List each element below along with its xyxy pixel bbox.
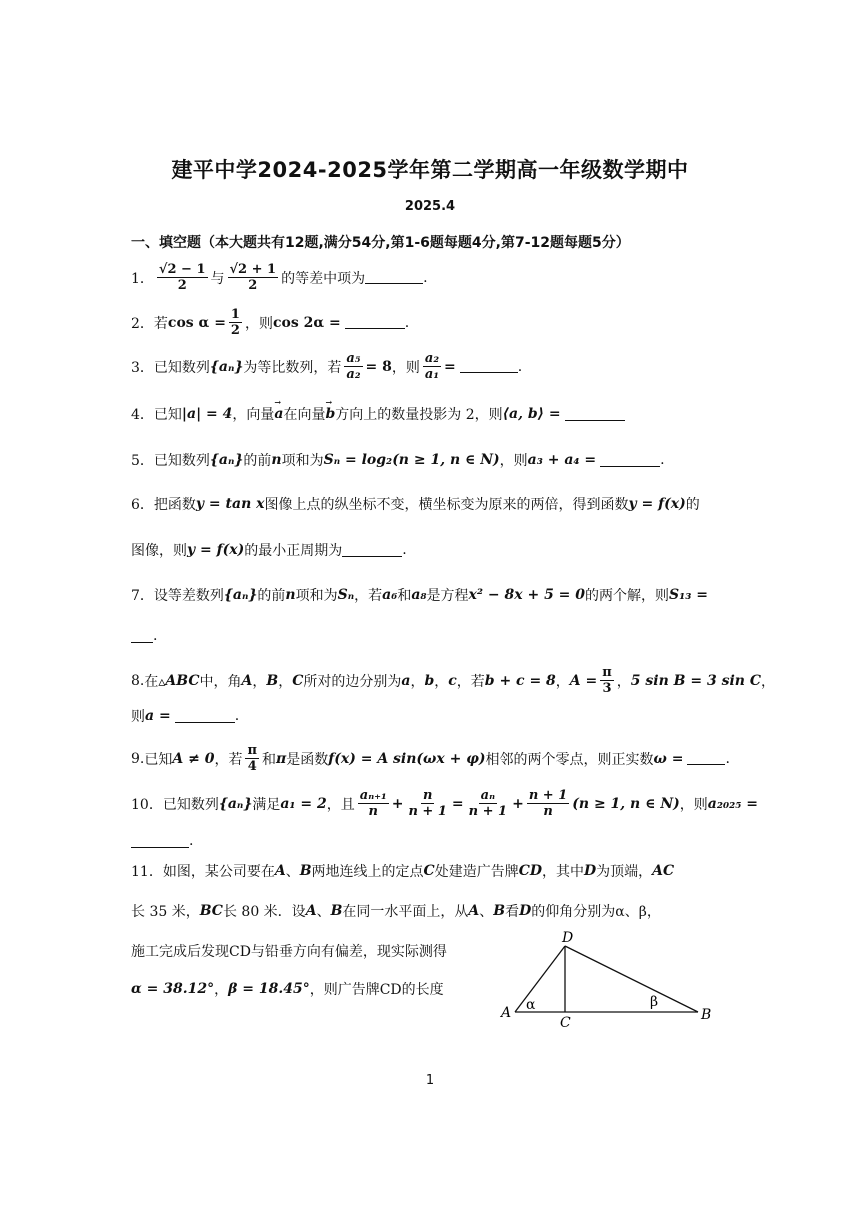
- math-expression: ⟨a, b⟩ =: [502, 406, 561, 422]
- question-3: 3． 已知数列 {aₙ} 为等比数列，若 $\frac{\text{a₅}}{\text{a₂}}$ = 8 ，则 $\frac{\text{a₂}}{\text{a₁}}$ = .: [131, 351, 523, 382]
- question-number: 8.: [131, 672, 145, 689]
- question-text: 看: [505, 904, 520, 920]
- question-number: 6．: [131, 497, 154, 513]
- question-10-continued: .: [131, 833, 193, 849]
- question-text: 、: [285, 864, 300, 880]
- math-expression: B: [493, 903, 506, 919]
- question-6: [131, 494, 700, 514]
- answer-blank[interactable]: [600, 454, 660, 467]
- math-expression: ω =: [653, 750, 684, 767]
- label-b: B: [701, 1007, 712, 1023]
- question-text: 满足: [252, 796, 281, 813]
- question-text: 施工完成后发现CD与铅垂方向有偏差，现实际测得: [131, 944, 447, 960]
- vector-a: → a: [274, 406, 283, 422]
- question-text: ，其中: [542, 864, 584, 880]
- math-expression: x² − 8x + 5 = 0: [468, 587, 586, 603]
- math-expression: A: [241, 672, 253, 689]
- math-expression: S₁₃ =: [669, 587, 709, 603]
- question-text: 已知数列: [153, 359, 210, 376]
- question-text: 方向上的数量投影为 2，则: [335, 407, 503, 423]
- math-expression: (n ≥ 1, n ∈ N): [572, 795, 680, 812]
- math-expression: c: [448, 672, 457, 689]
- question-text: 的前: [257, 588, 286, 604]
- question-2: 2． 若 cos α = $\frac{1}{2}$ ，则 cos 2α = .: [131, 307, 410, 338]
- math-expression: B: [330, 903, 343, 919]
- fraction: $\frac{√2 - 1}{2}$: [158, 262, 206, 293]
- question-text: 项和为: [281, 453, 324, 469]
- math-expression: =: [444, 358, 456, 375]
- answer-blank[interactable]: [687, 752, 725, 765]
- question-text: 的最小正周期为: [244, 543, 343, 559]
- math-expression: = 8: [365, 358, 392, 375]
- question-text: 如图，某公司要在: [162, 864, 275, 880]
- math-expression: β = 18.45°: [228, 981, 310, 997]
- math-expression: AC: [652, 863, 675, 879]
- fraction: $\frac{n + 1}{n}$: [528, 788, 568, 819]
- question-text: ，且: [326, 796, 355, 813]
- label-c: C: [560, 1015, 571, 1030]
- question-text: 与: [210, 270, 225, 287]
- question-text: 项和为: [295, 588, 338, 604]
- math-expression: b: [424, 672, 435, 689]
- question-number: 10．: [131, 796, 163, 813]
- math-expression: π: [275, 750, 287, 767]
- question-text: ，若: [354, 588, 383, 604]
- question-text: 在向量: [283, 407, 326, 423]
- math-expression: y = tan x: [195, 496, 265, 512]
- answer-blank[interactable]: [345, 316, 405, 329]
- triangle-figure: [496, 926, 720, 1030]
- question-text: 是方程: [426, 588, 469, 604]
- question-text: 和: [261, 751, 276, 768]
- question-text: 的两个解，则: [585, 588, 670, 604]
- question-number: 11．: [131, 864, 163, 880]
- math-expression: cos α =: [167, 314, 226, 331]
- math-expression: B: [299, 863, 312, 879]
- math-expression: {aₙ}: [218, 795, 253, 812]
- math-expression: f(x) = A sin(ωx + φ): [328, 750, 486, 767]
- answer-blank[interactable]: [131, 630, 153, 643]
- question-text: 的等差中项为: [281, 270, 366, 287]
- math-expression: {aₙ}: [223, 587, 258, 603]
- math-expression: a₂₀₂₅ =: [707, 795, 758, 812]
- math-expression: {aₙ}: [209, 452, 244, 468]
- fraction: $\frac{\pi}{3}$: [602, 665, 612, 696]
- math-expression: a: [401, 672, 411, 689]
- math-expression: y = f(x): [628, 496, 686, 512]
- question-text: ，若: [214, 751, 243, 768]
- question-text: 图像，则: [131, 543, 187, 559]
- fraction: $\frac{n}{n + 1}$: [408, 788, 447, 819]
- question-text: 相邻的两个零点，则正实数: [485, 751, 654, 768]
- question-9: 9. 已知 A ≠ 0 ，若 $\frac{\pi}{4}$ 和 π 是函数 f(x) = A sin(ωx + φ) 相邻的两个零点，则正实数 ω = .: [131, 743, 730, 774]
- math-expression: b + c = 8: [484, 672, 556, 689]
- answer-blank[interactable]: [131, 835, 189, 848]
- question-7: [131, 585, 708, 605]
- question-text: 两地连线上的定点: [311, 864, 424, 880]
- question-11-line-3: [131, 941, 447, 961]
- math-expression: A ≠ 0: [172, 750, 215, 767]
- question-11: [131, 861, 674, 881]
- question-text: ，则: [391, 359, 420, 376]
- fraction: $\frac{1}{2}$: [230, 307, 240, 338]
- exam-date: 2025.4: [404, 199, 456, 214]
- fraction: $\frac{\text{aₙ₊₁}}{n}$: [359, 788, 387, 819]
- math-expression: a₈: [411, 587, 427, 603]
- question-text: 和: [397, 588, 412, 604]
- question-text: ，则: [244, 315, 273, 332]
- question-text: 是函数: [286, 751, 329, 768]
- math-expression: Sₙ: [337, 587, 355, 603]
- question-number: 3．: [131, 359, 154, 376]
- math-expression: B: [266, 672, 279, 689]
- question-text: 设等差数列: [153, 588, 224, 604]
- question-text: 中，角: [199, 673, 242, 690]
- question-text: 处建造广告牌: [434, 864, 519, 880]
- math-expression: |a| = 4: [181, 406, 233, 422]
- question-text: 的仰角分别为α、β，: [531, 904, 661, 920]
- fraction: $\frac{√2 + 1}{2}$: [229, 262, 277, 293]
- question-text: 为顶端，: [596, 864, 653, 880]
- question-text: 、: [479, 904, 494, 920]
- math-expression: y = f(x): [187, 542, 245, 558]
- question-text: 已知: [144, 751, 173, 768]
- question-text: ，向量: [232, 407, 275, 423]
- question-text: 长 80 米．设: [222, 904, 306, 920]
- question-8-continued: 则 a = .: [131, 708, 240, 725]
- label-beta: β: [650, 994, 659, 1010]
- math-expression: α = 38.12°: [131, 981, 215, 997]
- question-text: 长 35 米，: [131, 904, 200, 920]
- math-expression: a =: [145, 708, 171, 724]
- math-expression: D: [519, 903, 532, 919]
- question-11-line-2: [131, 901, 661, 921]
- question-4: [131, 404, 625, 424]
- question-number: 2．: [131, 315, 154, 332]
- question-number: 5．: [131, 453, 154, 469]
- label-alpha: α: [526, 997, 536, 1013]
- vector-b: → b: [325, 406, 335, 422]
- fraction: $\frac{\text{a₅}}{\text{a₂}}$: [346, 351, 361, 382]
- question-text: 在▵: [144, 673, 166, 690]
- question-8: 8. 在▵ ABC 中，角 A ， B ， C 所对的边分别为 a ， b ， c ，若 b + c = 8 ， A = $\frac{\pi}{3}$ ， 5 sin B = 3 sin C ，: [131, 665, 775, 696]
- question-number: 9.: [131, 750, 145, 767]
- question-text: 已知: [153, 407, 182, 423]
- question-text: 的前: [243, 453, 272, 469]
- math-expression: n: [285, 587, 296, 603]
- math-expression: C: [292, 672, 304, 689]
- question-7-continued: .: [131, 628, 157, 644]
- answer-blank[interactable]: [460, 360, 518, 373]
- math-expression: CD: [518, 863, 542, 879]
- math-expression: ABC: [165, 672, 200, 689]
- math-expression: n: [271, 452, 282, 468]
- question-5: 5． 已知数列 {aₙ} 的前 n 项和为 Sₙ = log₂(n ≥ 1, n ∈ N) ，则 a₃ + a₄ = .: [131, 452, 665, 469]
- question-text: 、: [316, 904, 331, 920]
- math-expression: A =: [569, 672, 598, 689]
- question-text: 所对的边分别为: [303, 673, 402, 690]
- math-expression: BC: [199, 903, 223, 919]
- question-text: 图像上点的纵坐标不变，横坐标变为原来的两倍，得到函数: [264, 497, 629, 513]
- math-expression: A: [468, 903, 480, 919]
- math-expression: C: [423, 863, 435, 879]
- line-ad: [515, 946, 565, 1012]
- page-title: 建平中学2024-2025学年第二学期高一年级数学期中: [171, 158, 689, 182]
- question-text: 若: [153, 315, 168, 332]
- question-text: 为等比数列，若: [243, 359, 342, 376]
- question-number: 1．: [131, 270, 154, 287]
- math-expression: 5 sin B = 3 sin C: [630, 672, 761, 689]
- math-expression: Sₙ = log₂(n ≥ 1, n ∈ N): [323, 452, 500, 468]
- math-expression: A: [305, 903, 317, 919]
- answer-blank[interactable]: [365, 271, 423, 284]
- label-a: A: [501, 1005, 512, 1021]
- question-text: 把函数: [153, 497, 196, 513]
- question-text: 已知数列: [162, 796, 219, 813]
- fraction: $\frac{\text{a₂}}{\text{a₁}}$: [424, 351, 440, 382]
- question-number: 4．: [131, 407, 154, 423]
- question-number: 7．: [131, 588, 154, 604]
- math-expression: cos 2α =: [272, 314, 341, 331]
- answer-blank[interactable]: [342, 544, 402, 557]
- math-expression: {aₙ}: [209, 358, 244, 375]
- label-d: D: [562, 930, 574, 946]
- question-10: 10． 已知数列 {aₙ} 满足 a₁ = 2 ，且 $\frac{\text{aₙ₊₁}}{n}$ + $\frac{n}{n + 1}$ = $\frac{\text{aₙ}}{n + 1}$ + $\frac{n + 1}{n}$ (n ≥ 1, n ∈ N) ，则 a₂₀₂₅ =: [131, 788, 758, 819]
- math-expression: D: [584, 863, 597, 879]
- question-1: 1． $\frac{√2 - 1}{2}$ 与 $\frac{√2 + 1}{2}$ 的等差中项为 .: [131, 262, 428, 293]
- question-text: ，则广告牌CD的长度: [309, 982, 444, 998]
- fraction: $\frac{\text{aₙ}}{n + 1}$: [468, 788, 508, 819]
- page-number: 1: [425, 1073, 435, 1088]
- question-text: ，若: [456, 673, 485, 690]
- math-expression: a₁ = 2: [280, 795, 327, 812]
- answer-blank[interactable]: [175, 710, 235, 723]
- question-11-line-4: α = 38.12° ， β = 18.45° ，则广告牌CD的长度: [131, 981, 444, 998]
- section-header: 一、填空题（本大题共有12题,满分54分,第1-6题每题4分,第7-12题每题5分）: [131, 235, 630, 251]
- question-text: ，则: [499, 453, 528, 469]
- line-db: [565, 946, 698, 1012]
- question-text: 已知数列: [153, 453, 210, 469]
- question-6-continued: 图像，则 y = f(x) 的最小正周期为 .: [131, 542, 407, 559]
- question-text: 则: [131, 709, 145, 725]
- question-text: 的: [685, 497, 700, 513]
- math-expression: A: [274, 863, 286, 879]
- math-expression: a₃ + a₄ =: [527, 452, 597, 468]
- question-text: 在同一水平面上，从: [342, 904, 469, 920]
- answer-blank[interactable]: [565, 408, 625, 421]
- question-text: ，则: [679, 796, 708, 813]
- math-expression: a₆: [382, 587, 398, 603]
- fraction: $\frac{\pi}{4}$: [247, 743, 257, 774]
